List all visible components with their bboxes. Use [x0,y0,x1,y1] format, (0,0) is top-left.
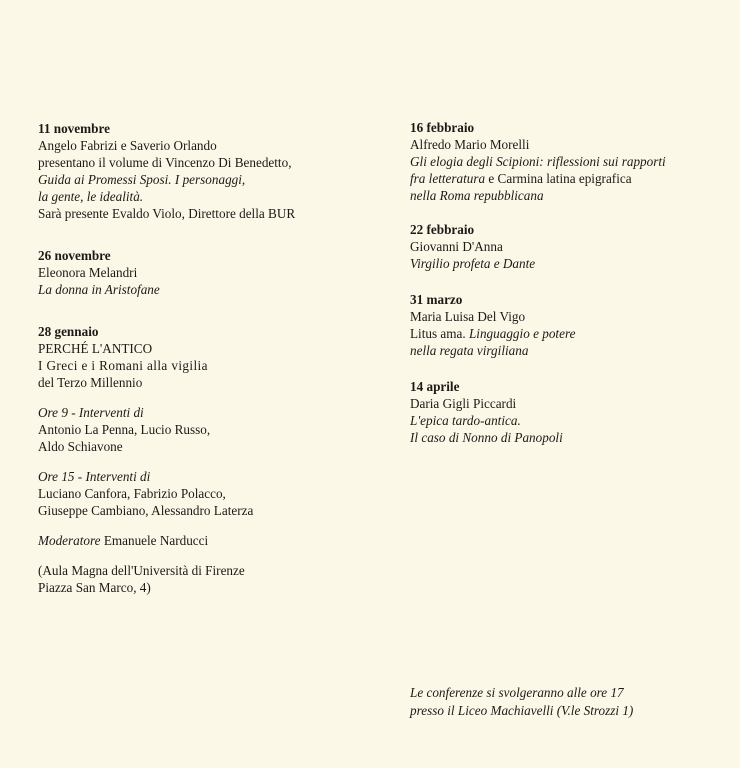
venue-line: (Aula Magna dell'Università di Firenze [38,563,245,578]
event-31-marzo [410,291,720,359]
event-text: presentano il volume di Vincenzo Di Benedetto, [38,155,292,170]
lecture-title-roman: Litus ama. [410,326,466,341]
moderator-label: Moderatore [38,533,101,548]
speaker: Alfredo Mario Morelli [410,137,530,152]
event-text: Sarà presente Evaldo Violo, Direttore della BUR [38,206,296,221]
speakers: Giuseppe Cambiano, Alessandro Laterza [38,503,254,518]
event-text: PERCHÉ L'ANTICO [38,341,153,356]
book-title: la gente, le idealità. [38,189,144,204]
book-title: Guida ai Promessi Sposi. I personaggi, [38,172,246,187]
event-26-novembre [38,247,368,298]
venue [38,562,368,596]
speaker: Daria Gigli Piccardi [410,396,517,411]
lecture-title: nella regata virgiliana [410,343,529,358]
session-label: Ore 9 - Interventi di [38,405,144,420]
session-morning [38,404,368,455]
event-date: 26 novembre [38,248,111,263]
footer-line: presso il Liceo Machiavelli (V.le Strozzi 1) [410,703,634,718]
event-date: 22 febbraio [410,222,475,237]
event-text: I Greci e i Romani alla vigilia [38,358,208,373]
event-text: Angelo Fabrizi e Saverio Orlando [38,138,217,153]
lecture-title: L'epica tardo-antica. [410,413,521,428]
speaker: Giovanni D'Anna [410,239,503,254]
speaker: Maria Luisa Del Vigo [410,309,526,324]
event-date: 16 febbraio [410,120,475,135]
event-16-febbraio [410,119,720,204]
event-14-aprile [410,378,720,446]
left-column [38,120,368,609]
lecture-title: fra letteratura [410,171,486,186]
lecture-title: Linguaggio e potere [465,326,576,341]
lecture-title: Gli elogia degli Scipioni: riflessioni sui rapporti [410,154,666,169]
speakers: Antonio La Penna, Lucio Russo, [38,422,211,437]
event-date: 28 gennaio [38,324,99,339]
lecture-title: Il caso di Nonno di Panopoli [410,430,563,445]
footer-note [410,684,710,720]
session-label: Ore 15 - Interventi di [38,469,151,484]
lecture-title: nella Roma repubblicana [410,188,544,203]
moderator-name: Emanuele Narducci [103,533,209,548]
lecture-title: La donna in Aristofane [38,282,160,297]
event-date: 31 marzo [410,292,463,307]
session-afternoon [38,468,368,519]
speaker: Eleonora Melandri [38,265,138,280]
event-date: 11 novembre [38,121,110,136]
footer-line: Le conferenze si svolgeranno alle ore 17 [410,685,624,700]
venue-line: Piazza San Marco, 4) [38,580,151,595]
lecture-title-roman: e Carmina latina epigrafica [485,171,632,186]
right-column [410,119,720,459]
moderator [38,532,368,549]
event-date: 14 aprile [410,379,460,394]
lecture-title: Virgilio profeta e Dante [410,256,536,271]
speakers: Luciano Canfora, Fabrizio Polacco, [38,486,226,501]
event-text: del Terzo Millennio [38,375,143,390]
event-28-gennaio [38,323,368,391]
event-22-febbraio [410,221,720,272]
event-11-novembre [38,120,368,222]
speakers: Aldo Schiavone [38,439,123,454]
